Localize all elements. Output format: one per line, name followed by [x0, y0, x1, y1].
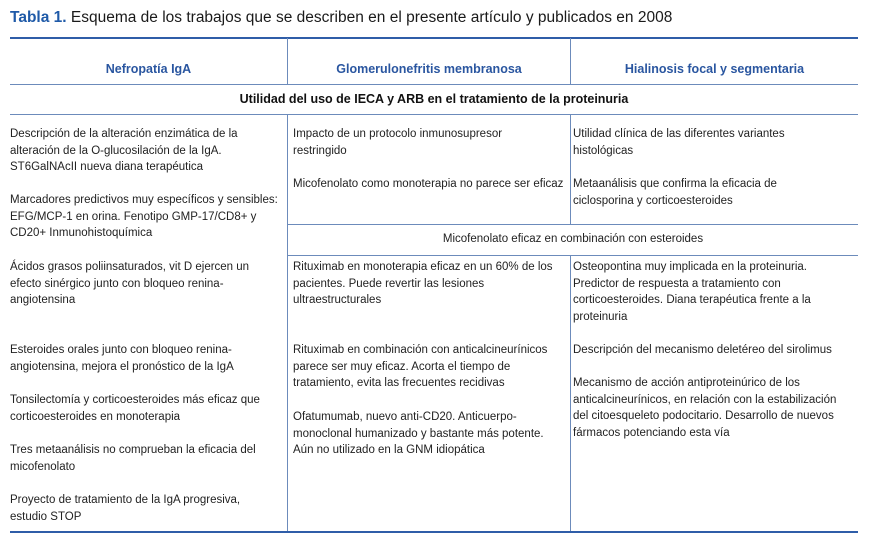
header-nefropatia: Nefropatía IgA — [105, 62, 192, 76]
caption-label: Tabla 1. — [10, 9, 67, 26]
col2-top-item-2: Micofenolato como monoterapia no parece ser eficaz — [293, 178, 564, 190]
col1-item-3: Ácidos grasos poliinsaturados, vit D ejercen un efecto sinérgico junto con bloqueo renina-angiotensina — [10, 261, 250, 306]
col3-bottom-item-1: Osteopontina muy implicada en la proteinuria. Predictor de respuesta a tratamiento con corticoesteroides. Diana terapéutica frente a la proteinuria — [573, 261, 811, 323]
col1-item-6: Tres metaanálisis no comprueban la eficacia del micofenolato — [10, 444, 256, 473]
col3-bottom-item-2: Descripción del mecanismo deletéreo del sirolimus — [573, 344, 832, 356]
caption-text: Esquema de los trabajos que se describen en el presente artículo y publicados en 2008 — [70, 9, 673, 26]
center-row-bottom-rule — [288, 255, 858, 256]
col-divider-1-body — [287, 114, 288, 531]
subheader-rule — [10, 114, 858, 115]
subheader-row: Utilidad del uso de IECA y ARB en el tratamiento de la proteinuria — [239, 92, 629, 106]
col2-bottom-item-2: Rituximab en combinación con anticalcineurínicos parece ser muy eficaz. Acorta el tiempo de tratamiento, evita las frecuentes recidivas — [293, 344, 548, 389]
col1-item-4: Esteroides orales junto con bloqueo renina-angiotensina, mejora el pronóstico de la IgA — [10, 344, 234, 373]
col-divider-2-bottom — [570, 255, 571, 531]
header-rule — [10, 84, 858, 85]
col1-item-5: Tonsilectomía y corticoesteroides más eficaz que corticoesteroides en monoterapia — [10, 394, 260, 423]
col2-bottom-item-1: Rituximab en monoterapia eficaz en un 60% de los pacientes. Puede revertir las lesiones ultraestructurales — [293, 261, 553, 306]
bottom-rule — [10, 531, 858, 533]
col1-item-2: Marcadores predictivos muy específicos y sensibles: EFG/MCP-1 en orina. Fenotipo GMP-17/CD8+ y CD20+ Inmunohistoquímica — [10, 194, 278, 239]
col-divider-1-header — [287, 38, 288, 84]
col-divider-2-top — [570, 114, 571, 224]
top-rule — [10, 37, 858, 39]
center-row-text: Micofenolato eficaz en combinación con esteroides — [442, 233, 704, 245]
col1-item-7: Proyecto de tratamiento de la IgA progresiva, estudio STOP — [10, 494, 241, 523]
table-caption — [10, 9, 672, 27]
header-hialinosis: Hialinosis focal y segmentaria — [624, 62, 805, 76]
col3-top-item-1: Utilidad clínica de las diferentes variantes histológicas — [573, 128, 785, 157]
col3-bottom-item-3: Mecanismo de acción antiproteinúrico de los anticalcineurínicos, en relación con la estabilización del citoesqueleto podocitario. Desarrollo de nuevos fármacos potenciando esta vía — [573, 377, 837, 439]
header-glomerulonefritis: Glomerulonefritis membranosa — [336, 62, 522, 76]
col2-bottom-item-3: Ofatumumab, nuevo anti-CD20. Anticuerpo-monoclonal humanizado y bastante más potente. Aún no utilizado en la GNM idiopática — [293, 411, 544, 456]
col1-item-1: Descripción de la alteración enzimática de la alteración de la O-glucosilación de la IgA. ST6GalNAcII nueva diana terapéutica — [10, 128, 238, 173]
col-divider-2-header — [570, 38, 571, 84]
col2-top-item-1: Impacto de un protocolo inmunosupresor restringido — [293, 128, 503, 157]
col3-top-item-2: Metaanálisis que confirma la eficacia de ciclosporina y corticoesteroides — [573, 178, 777, 207]
center-row-top-rule — [288, 224, 858, 225]
